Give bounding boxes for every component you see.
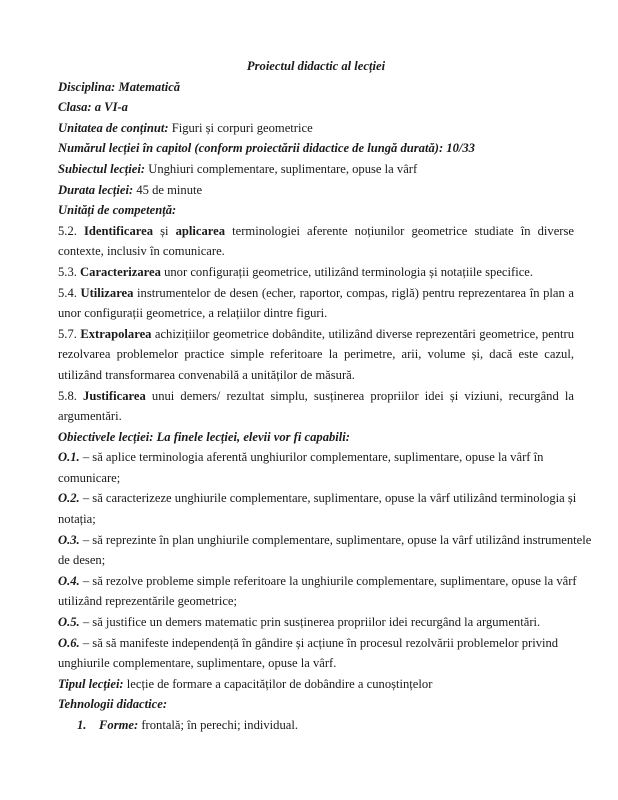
lesson-type-line	[58, 674, 574, 695]
objectives-heading: Obiectivele lecției: La finele lecției, elevii vor fi capabili:	[58, 429, 350, 444]
discipline-line: Disciplina: Matematică	[58, 79, 181, 94]
objective-item	[58, 447, 574, 468]
objective-code: O.6.	[58, 635, 80, 650]
duration-label: Durata lecției:	[58, 182, 134, 197]
subject-value: Unghiuri complementare, suplimentare, opuse la vârf	[145, 161, 418, 176]
objective-item	[58, 633, 574, 654]
competence-item	[58, 262, 574, 283]
objective-item-continuation: notația;	[58, 512, 96, 527]
objective-item-continuation: comunicare;	[58, 470, 121, 485]
competence-number: 5.4.	[58, 285, 81, 300]
objective-item	[58, 612, 574, 633]
objective-text: – să reprezinte în plan unghiurile complementare, suplimentare, opuse la vârf utilizând instrumentele	[79, 532, 592, 547]
objective-code: O.5.	[58, 615, 80, 630]
objective-item	[58, 530, 592, 551]
competence-keyword: aplicarea	[175, 223, 226, 238]
objective-code: O.1.	[58, 450, 80, 465]
technology-label: Forme:	[99, 718, 139, 732]
competence-text: unui demers/ rezultat simplu, susținerea propriilor idei și viziuni, recurgând la argumentări.	[58, 388, 574, 424]
competence-number: 5.2.	[58, 223, 84, 238]
competences-heading: Unități de competență:	[58, 203, 177, 218]
objective-text: – să caracterizeze unghiurile complementare, suplimentare, opuse la vârf utilizând terminologia și	[79, 491, 577, 506]
technologies-heading: Tehnologii didactice:	[58, 697, 168, 712]
competence-number: 5.8.	[58, 388, 84, 403]
content-unit-value: Figuri și corpuri geometrice	[168, 120, 313, 135]
lesson-number-line: Numărul lecției în capitol (conform proiectării didactice de lungă durată): 10/33	[58, 141, 475, 156]
objective-item-continuation: de desen;	[58, 553, 106, 568]
objective-code: O.2.	[58, 491, 80, 506]
competence-item	[58, 221, 574, 262]
objective-item-continuation: utilizând reprezentările geometrice;	[58, 594, 238, 609]
technology-value: frontală; în perechi; individual.	[138, 718, 299, 732]
objective-text: – să să manifeste independență în gândire și acțiune în procesul rezolvării problemelor privind	[79, 635, 559, 650]
competence-text: achizițiilor geometrice dobândite, utilizând diverse reprezentări geometrice, pentru rezolvarea problemelor practice simple referitoare la perimetre, arii, volume și, dacă este cazul, utilizând transformarea convenabilă a unităților de măsură.	[58, 326, 574, 382]
document-title: Proiectul didactic al lecției	[246, 59, 386, 73]
document-page	[58, 56, 592, 736]
subject-label: Subiectul lecției:	[58, 161, 146, 176]
lesson-type-label: Tipul lecției:	[58, 676, 124, 691]
competence-number: 5.7.	[58, 326, 81, 341]
competence-text: instrumentelor de desen (echer, raportor, compas, riglă) pentru reprezentarea în plan a unor configurații geometrice, a relațiilor dintre figuri.	[58, 285, 575, 321]
objective-text: – să justifice un demers matematic prin susținerea propriilor idei recurgând la argumentări.	[79, 615, 541, 630]
objective-text: – să rezolve probleme simple referitoare la unghiurile complementare, suplimentare, opuse la vârf	[79, 573, 577, 588]
competence-item	[58, 324, 574, 386]
lesson-type-value: lecție de formare a capacităților de dobândire a cunoștințelor	[123, 676, 433, 691]
competence-keyword: Utilizarea	[80, 285, 134, 300]
duration-value: 45 de minute	[133, 182, 203, 197]
competence-keyword: Identificarea	[83, 223, 154, 238]
competence-number: 5.3.	[58, 264, 81, 279]
competence-item	[58, 283, 574, 324]
objective-code: O.3.	[58, 532, 80, 547]
content-unit-label: Unitatea de conținut:	[58, 120, 169, 135]
objective-text: – să aplice terminologia aferentă unghiurilor complementare, suplimentare, opuse la vârf în	[79, 450, 544, 465]
competence-keyword: Extrapolarea	[80, 326, 152, 341]
duration-line	[58, 180, 574, 201]
technology-list-item	[58, 715, 574, 736]
content-unit-line	[58, 118, 574, 139]
objective-item	[58, 571, 577, 592]
subject-line	[58, 159, 574, 180]
objective-item	[58, 488, 577, 509]
objective-code: O.4.	[58, 573, 80, 588]
competence-keyword: Caracterizarea	[80, 264, 161, 279]
class-line: Clasa: a VI-a	[58, 100, 128, 115]
list-number: 1.	[77, 718, 87, 732]
competence-item	[58, 386, 574, 427]
competence-text: și	[153, 223, 176, 238]
competence-text: terminologiei aferente noțiunilor geometrice studiate în diverse contexte, inclusiv în comunicare.	[58, 223, 574, 259]
competence-text: unor configurații geometrice, utilizând terminologia și notațiile specifice.	[160, 264, 534, 279]
objective-item-continuation: unghiurile complementare, suplimentare, opuse la vârf.	[58, 656, 337, 671]
competence-keyword: Justificarea	[83, 388, 146, 403]
